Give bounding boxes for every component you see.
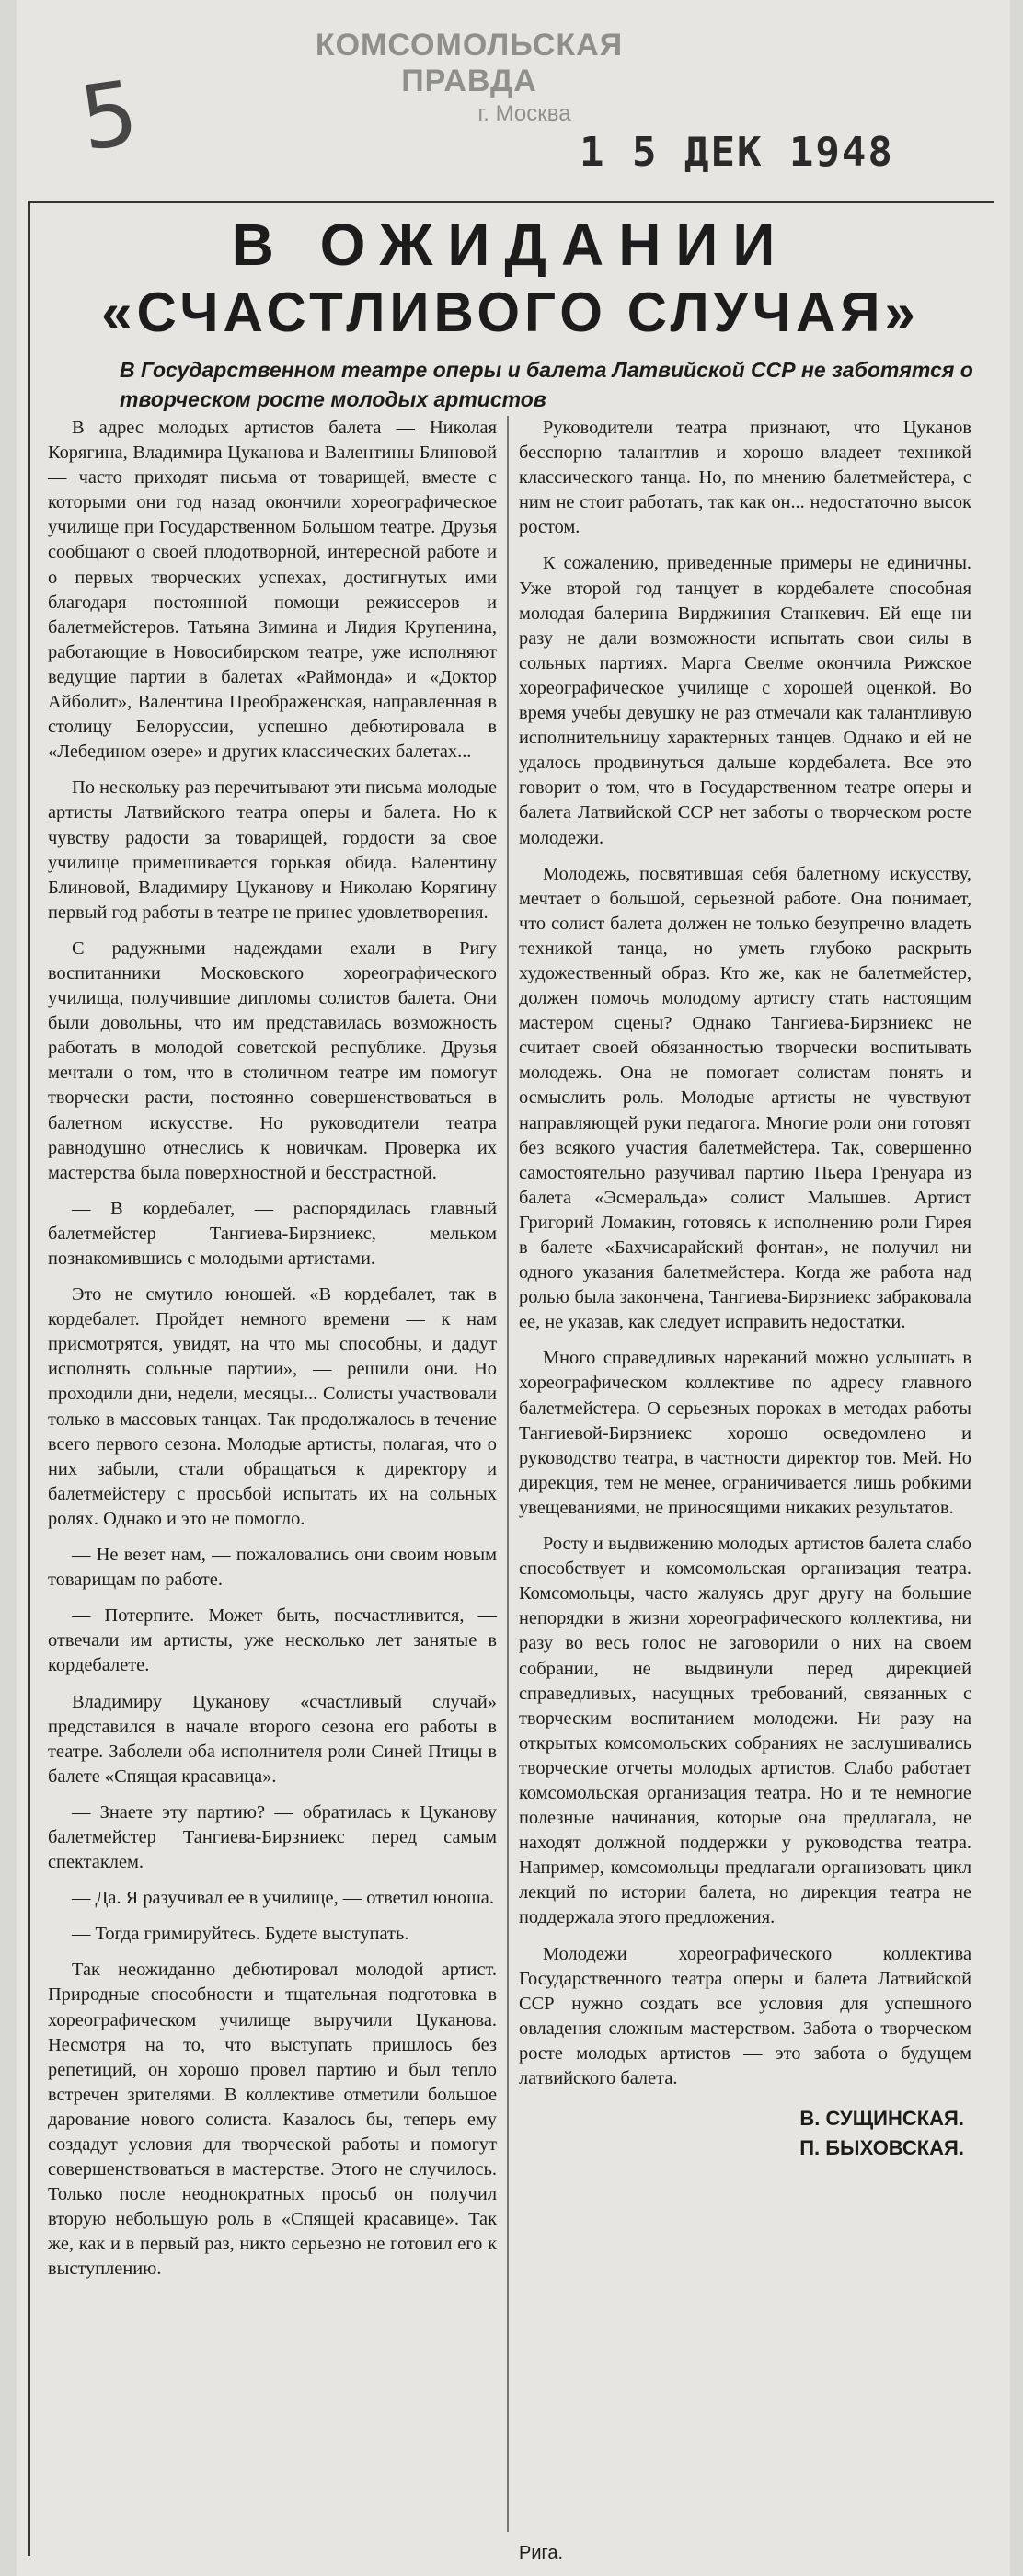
headline-line-1: В ОЖИДАНИИ (231, 212, 790, 278)
headline-line-2: «СЧАСТЛИВОГО СЛУЧАЯ» (101, 282, 920, 343)
date-stamp: 1 5 ДЕК 1948 (580, 129, 894, 176)
paragraph: Так неожиданно дебютировал молодой артист. Природные способности и тщательная подготовка в хореографическом училище выручили Цуканова. Несмотря на то, что выступать пришлось без репетиций, он хорошо провел партию и был тепло встречен зрителями. В коллективе отметили большое дарование нового солиста. Казалось бы, теперь ему создадут условия для творческой работы и помогут совершенствоваться в мастерстве. Этого не случилось. Только после неоднократных просьб он получил вторую небольшую роль в «Спящей красавице». Так же, как и в первый раз, никто серьезно не готовил его к выступлению. (48, 1960, 497, 2280)
article-column-right (519, 416, 971, 2163)
paragraph: Это не смутило юношей. «В кордебалет, так в кордебалет. Пройдет немного времени — к нам присмотрятся, увидят, на что мы способны, и дадут исполнять сольные партии», — решили они. Но проходили дни, недели, месяцы... Солисты участвовали только в массовых танцах. Так продолжалось в течение всего первого сезона. Молодые артисты, полагая, что о них забыли, стали обращаться к директору и балетмейстеру с просьбой испытать их на сольных ролях. Однако и это не помогло. (48, 1284, 497, 1529)
paragraph: Молодежь, посвятившая себя балетному искусству, мечтает о большой, серьезной работе. Она понимает, что солист балета должен не только безупречно владеть техникой танца, но уметь глубоко раскрыть художественный образ. Кто же, как не балетмейстер, должен помочь молодому артисту стать настоящим мастером сцены? Однако Тангиева-Бирзниекс не считает своей обязанностью творчески воспитывать молодежь. Она не помогает солистам понять и осмыслить роль. Молодые артисты не чувствуют направляющей руки педагога. Многие роли они готовят без всякого участия балетмейстера. Так, совершенно самостоятельно разучивал партию Пьера Гренуара из балета «Эсмеральда» солист Малышев. Артист Григорий Ломакин, готовясь к исполнению роли Гирея в балете «Бахчисарайский фонтан», не получил ни одного указания балетмейстера. Когда же работа над ролью была закончена, Тангиева-Бирзниекс забраковала ее, не указав, как следует исправить недостатки. (519, 863, 971, 1333)
author-name: П. БЫХОВСКАЯ. (799, 2136, 964, 2160)
newspaper-city: г. Москва (477, 101, 571, 126)
paragraph: — В кордебалет, — распорядилась главный балетмейстер Тангиева-Бирзниекс, мельком познакомившись с молодыми артистами. (48, 1198, 497, 1269)
paragraph: Молодежи хореографического коллектива Государственного театра оперы и балета Латвийской ССР нужно создать все условия для успешного овладения сложным мастерством. Забота о творческом росте молодых артистов — это забота о будущем латвийского балета. (519, 1943, 971, 2088)
article-subtitle: В Государственном театре оперы и балета Латвийской ССР не заботятся о творческом росте молодых артистов (120, 358, 973, 411)
paragraph: Руководители театра признают, что Цуканов бесспорно талантлив и хорошо владеет техникой классического танца. Но, по мнению балетмейстера, с ним не стоит работать, так как он... недостаточно высок ростом. (519, 418, 971, 538)
article-headline (37, 210, 984, 414)
paragraph: — Потерпите. Может быть, посчастливится, — отвечали им артисты, уже несколько лет занятые в кордебалете. (48, 1605, 497, 1676)
paragraph: Много справедливых нареканий можно услышать в хореографическом коллективе по адресу главного балетмейстера. О серьезных пороках в методах работы Тангиевой-Бирзниекс хорошо осведомлено и руководство театра, в частности директор тов. Мей. Но дирекция, тем не менее, ограничивается лишь робкими увещеваниями, не приносящими никаких результатов. (519, 1348, 971, 1518)
top-rule (28, 201, 994, 203)
newspaper-name: КОМСОМОЛЬСКАЯ ПРАВДА (315, 28, 624, 98)
paragraph: — Тогда гримируйтесь. Будете выступать. (72, 1924, 409, 1945)
left-rule (28, 201, 30, 2556)
paragraph: Росту и выдвижению молодых артистов балета слабо способствует и комсомольская организация театра. Комсомольцы, часто жалуясь друг другу на большие непорядки в жизни хореографического коллектива, ни разу во весь голос не заговорили о них на своем собрании, не выдвинули перед дирекцией справедливых, насущных требований, связанных с творческим воспитанием молодежи. Ни разу на открытых комсомольских собраниях не заслушивались творческие отчеты молодых артистов. Слабо работает комсомольская организация театра. Но и те немногие полезные начинания, которые она предлагала, не находят должной поддержки у руководства театра. Например, комсомольцы предлагали организовать цикл лекций по истории балета, но дирекция театра не поддержала этого предложения. (519, 1534, 971, 1928)
author-name: В. СУЩИНСКАЯ. (799, 2107, 964, 2131)
column-divider (507, 416, 509, 2532)
paragraph: С радужными надеждами ехали в Ригу воспитанники Московского хореографического училища, получившие дипломы солистов балета. Они были довольны, что им представилась возможность работать в молодой советской республике. Друзья мечтали о том, что в столичном театре им помогут творчески расти, постоянно совершенствоваться в балетном искусстве. Но руководители театра равнодушно отнеслись к новичкам. Проверка их мастерства была поверхностной и бесстрастной. (48, 937, 497, 1183)
paragraph: В адрес молодых артистов балета — Николая Корягина, Владимира Цуканова и Валентины Блиновой — часто приходят письма от товарищей, вместе с которыми они год назад окончили хореографическое училище при Государственном Большом театре. Друзья сообщают о своей плодотворной, интересной работе и о первых творческих успехах, достигнутых ими благодаря постоянной помощи режиссеров и балетмейстеров. Татьяна Зимина и Лидия Крупенина, работающие в Новосибирском театре, уже исполняют ведущие партии в балетах «Раймонда» и «Доктор Айболит», Валентина Преображенская, направленная в столицу Белоруссии, успешно дебютировала в «Лебедином озере» и других классических балетах... (48, 418, 497, 763)
paragraph: Владимиру Цуканову «счастливый случай» представился в начале второго сезона его работы в театре. Заболели оба исполнителя роли Синей Птицы в балете «Спящая красавица». (48, 1691, 497, 1787)
masthead-stamp (276, 28, 662, 127)
paragraph: К сожалению, приведенные примеры не единичны. Уже второй год танцует в кордебалете способная молодая балерина Вирджиния Станкевич. Ей еще ни разу не дали возможности испытать свои силы в сольных партиях. Марга Свелме окончила Рижское хореографическое училище с хорошей оценкой. Во время учебы девушку не раз отмечали как талантливую исполнительницу характерных танцев. Однако и ей не удалось продвинуться дальше кордебалета. Все это говорит о том, что в Государственном театре оперы и балета Латвийской ССР нет заботы о творческом росте молодежи. (519, 553, 971, 848)
paragraph: — Да. Я разучивал ее в училище, — ответил юноша. (72, 1888, 494, 1909)
paragraph: — Знаете эту партию? — обратилась к Цуканову балетмейстер Тангиева-Бирзниекс перед самым спектаклем. (48, 1801, 497, 1873)
dateline: Рига. (519, 2543, 564, 2563)
article-signature (519, 2104, 971, 2163)
article-column-left (48, 416, 497, 2294)
paragraph: По нескольку раз перечитывают эти письма молодые артисты Латвийского театра оперы и балета. Но к чувству радости за товарищей, гордости за свое училище примешивается горькая обида. Валентину Блиновой, Владимиру Цуканову и Николаю Корягину первый год работы в театре не принес удовлетворения. (48, 777, 497, 923)
handwritten-page-number: 5 (74, 61, 144, 171)
paragraph: — Не везет нам, — пожаловались они своим новым товарищам по работе. (48, 1545, 497, 1591)
